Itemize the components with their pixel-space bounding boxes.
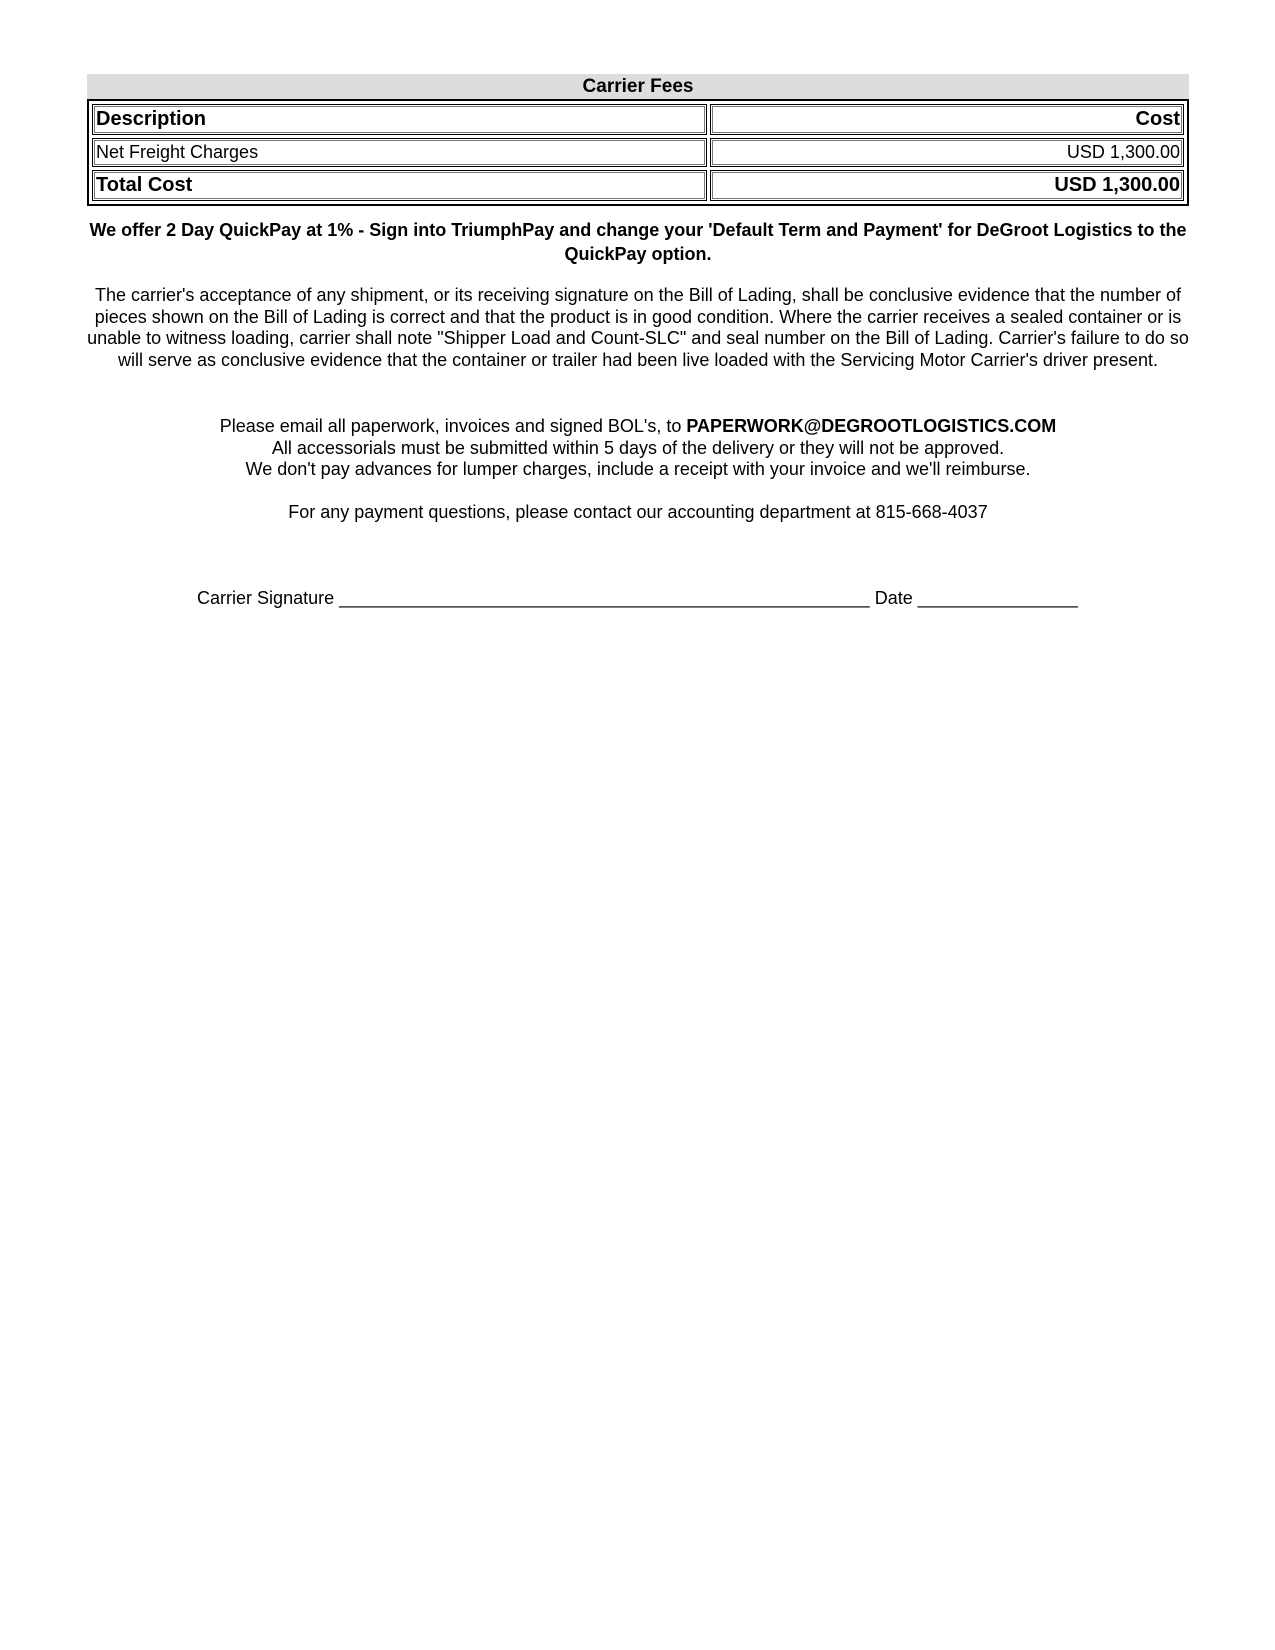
date-field[interactable]: ________________ — [917, 588, 1078, 608]
email-instruction — [87, 416, 1189, 438]
cost-column-header: Cost — [710, 104, 1184, 135]
carrier-signature-field[interactable]: _____________________________________________________ — [339, 588, 870, 608]
fee-cost: USD 1,300.00 — [710, 138, 1184, 167]
fee-description: Net Freight Charges — [92, 138, 707, 167]
table-header-row — [92, 104, 1184, 135]
total-row — [92, 170, 1184, 201]
total-label: Total Cost — [92, 170, 707, 201]
date-label: Date — [874, 588, 913, 608]
table-row — [92, 138, 1184, 167]
quickpay-notice: We offer 2 Day QuickPay at 1% - Sign into TriumphPay and change your 'Default Term and Payment' for DeGroot Logistics to the QuickPay option. — [89, 220, 1187, 264]
description-column-header: Description — [92, 104, 707, 135]
accessorials-notice: All accessorials must be submitted within 5 days of the delivery or they will not be approved. — [271, 437, 1005, 458]
paperwork-instructions — [87, 416, 1189, 481]
signature-line — [0, 588, 1275, 610]
carrier-fees-table — [87, 99, 1189, 206]
terms-paragraph: The carrier's acceptance of any shipment, or its receiving signature on the Bill of Lading, shall be conclusive evidence that the number of pieces shown on the Bill of Lading is correct and that the product is in good condition. Where the carrier receives a sealed container or is unable to witness loading, carrier shall note "Shipper Load and Count-SLC" and seal number on the Bill of Lading. Carrier's failure to do so will serve as conclusive evidence that the container or trailer had been live loaded with the Servicing Motor Carrier's driver present. — [87, 285, 1189, 370]
total-cost: USD 1,300.00 — [710, 170, 1184, 201]
payment-contact: For any payment questions, please contact our accounting department at 815-668-4037 — [288, 502, 988, 522]
carrier-signature-label: Carrier Signature — [197, 588, 335, 608]
paperwork-email: PAPERWORK@DEGROOTLOGISTICS.COM — [686, 416, 1057, 436]
lumper-notice: We don't pay advances for lumper charges, include a receipt with your invoice and we'll reimburse. — [245, 459, 1031, 479]
carrier-fees-header: Carrier Fees — [87, 74, 1189, 100]
email-instruction-text: Please email all paperwork, invoices and signed BOL's, to — [219, 416, 687, 436]
